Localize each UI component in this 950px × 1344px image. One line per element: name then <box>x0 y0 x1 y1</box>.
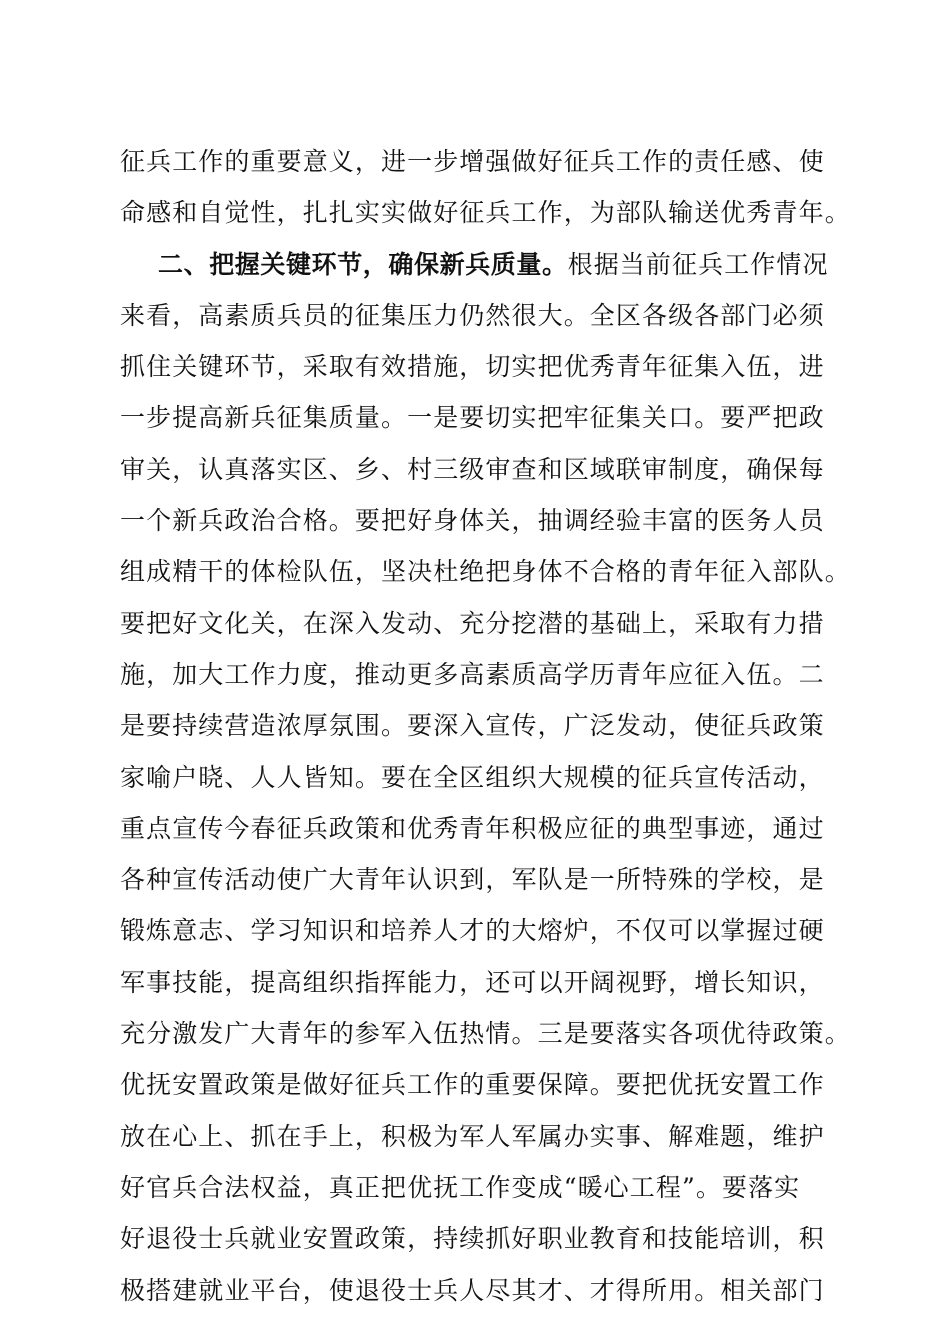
text-line: 好退役士兵就业安置政策，持续抓好职业教育和技能培训，积 <box>120 1224 825 1254</box>
text-line: 审关，认真落实区、乡、村三级审查和区域联审制度，确保每 <box>120 454 825 484</box>
section-heading-line <box>120 239 840 290</box>
text-line: 好官兵合法权益，真正把优抚工作变成“暖心工程”。要落实 <box>120 1172 801 1202</box>
text-line: 放在心上、抓在手上，积极为军人军属办实事、解难题，维护 <box>120 1121 825 1151</box>
text-line: 家喻户晓、人人皆知。要在全区组织大规模的征兵宣传活动， <box>120 762 825 792</box>
text-line: 来看，高素质兵员的征集压力仍然很大。全区各级各部门必须 <box>120 300 825 330</box>
text-line: 命感和自觉性，扎扎实实做好征兵工作，为部队输送优秀青年。 <box>120 198 851 228</box>
text-line: 充分激发广大青年的参军入伍热情。三是要落实各项优待政策。 <box>120 1019 851 1049</box>
text-line: 锻炼意志、学习知识和培养人才的大熔炉，不仅可以掌握过硬 <box>120 916 825 946</box>
text-line: 极搭建就业平台，使退役士兵人尽其才、才得所用。相关部门 <box>120 1275 825 1305</box>
text-run: 根据当前征兵工作情况 <box>567 249 829 279</box>
text-line: 优抚安置政策是做好征兵工作的重要保障。要把优抚安置工作 <box>120 1070 825 1100</box>
text-line: 各种宣传活动使广大青年认识到，军队是一所特殊的学校，是 <box>120 865 825 895</box>
text-line: 军事技能，提高组织指挥能力，还可以开阔视野，增长知识， <box>120 967 825 997</box>
text-line: 施，加大工作力度，推动更多高素质高学历青年应征入伍。二 <box>120 659 825 689</box>
text-line: 一步提高新兵征集质量。一是要切实把牢征集关口。要严把政 <box>120 403 825 433</box>
body-text <box>120 136 851 1316</box>
text-line: 一个新兵政治合格。要把好身体关，抽调经验丰富的医务人员 <box>120 506 825 536</box>
text-line: 征兵工作的重要意义，进一步增强做好征兵工作的责任感、使 <box>120 147 825 176</box>
text-line: 是要持续营造浓厚氛围。要深入宣传，广泛发动，使征兵政策 <box>120 711 825 741</box>
text-line: 重点宣传今春征兵政策和优秀青年积极应征的典型事迹，通过 <box>120 813 825 843</box>
section-heading: 二、把握关键环节，确保新兵质量。 <box>158 249 568 279</box>
text-line: 要把好文化关，在深入发动、充分挖潜的基础上，采取有力措 <box>120 608 825 638</box>
text-line: 组成精干的体检队伍，坚决杜绝把身体不合格的青年征入部队。 <box>120 557 851 587</box>
text-line: 抓住关键环节，采取有效措施，切实把优秀青年征集入伍，进 <box>120 352 825 382</box>
